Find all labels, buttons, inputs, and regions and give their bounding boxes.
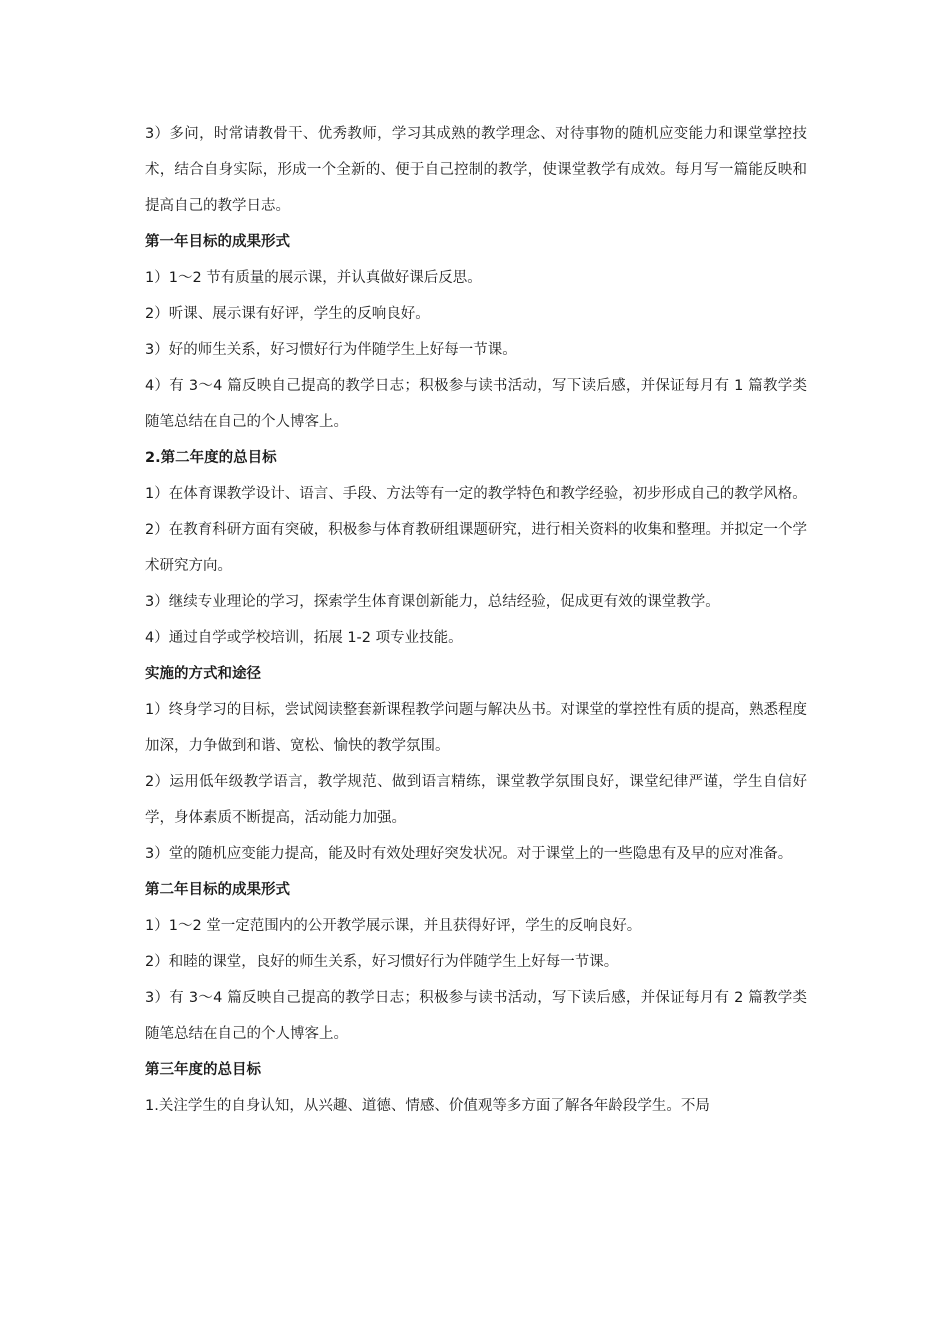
heading-implementation: 实施的方式和途径: [145, 666, 261, 682]
paragraph-year2-result1: 1）1～2 堂一定范围内的公开教学展示课，并且获得好评，学生的反响良好。: [145, 918, 642, 934]
paragraph-impl-item3: 3）堂的随机应变能力提高，能及时有效处理好突发状况。对于课堂上的一些隐患有及早的应对准备。: [145, 846, 793, 862]
heading-year3-goals: 第三年度的总目标: [145, 1062, 261, 1078]
heading-year2-results: 第二年目标的成果形式: [145, 882, 290, 898]
paragraph-year2-goal3: 3）继续专业理论的学习，探索学生体育课创新能力，总结经验，促成更有效的课堂教学。: [145, 594, 720, 610]
paragraph-year2-goal2: 2）在教育科研方面有突破，积极参与体育教研组课题研究，进行相关资料的收集和整理。并拟定一个学术研究方向。: [145, 522, 807, 574]
paragraph-impl-item1: 1）终身学习的目标，尝试阅读整套新课程教学问题与解决丛书。对课堂的掌控性有质的提高，熟悉程度加深，力争做到和谐、宽松、愉快的教学氛围。: [145, 702, 807, 754]
paragraph-impl-item2: 2）运用低年级教学语言，教学规范、做到语言精练，课堂教学氛围良好，课堂纪律严谨，学生自信好学，身体素质不断提高，活动能力加强。: [145, 774, 807, 826]
paragraph-year1-item3: 3）好的师生关系，好习惯好行为伴随学生上好每一节课。: [145, 342, 517, 358]
paragraph-year1-item2: 2）听课、展示课有好评，学生的反响良好。: [145, 306, 430, 322]
paragraph-year2-goal4: 4）通过自学或学校培训，拓展 1-2 项专业技能。: [145, 630, 463, 646]
paragraph-year2-goal1: 1）在体育课教学设计、语言、手段、方法等有一定的教学特色和教学经验，初步形成自己的教学风格。: [145, 486, 807, 502]
heading-year2-goals: 2.第二年度的总目标: [145, 450, 277, 466]
paragraph-year1-item1: 1）1～2 节有质量的展示课，并认真做好课后反思。: [145, 270, 482, 286]
paragraph-ask-experts: 3）多问，时常请教骨干、优秀教师，学习其成熟的教学理念、对待事物的随机应变能力和课堂掌控技术，结合自身实际，形成一个全新的、便于自己控制的教学，使课堂教学有成效。每月写一篇能反映和提高自己的教学日志。: [145, 126, 807, 214]
document-page: [145, 116, 807, 1124]
paragraph-year2-result2: 2）和睦的课堂，良好的师生关系，好习惯好行为伴随学生上好每一节课。: [145, 954, 619, 970]
paragraph-year1-item4: 4）有 3～4 篇反映自己提高的教学日志；积极参与读书活动，写下读后感，并保证每月有 1 篇教学类随笔总结在自己的个人博客上。: [145, 378, 807, 430]
paragraph-year2-result3: 3）有 3～4 篇反映自己提高的教学日志；积极参与读书活动，写下读后感，并保证每月有 2 篇教学类随笔总结在自己的个人博客上。: [145, 990, 807, 1042]
heading-year1-results: 第一年目标的成果形式: [145, 234, 290, 250]
paragraph-year3-goal1: 1.关注学生的自身认知，从兴趣、道德、情感、价值观等多方面了解各年龄段学生。不局: [145, 1098, 710, 1114]
